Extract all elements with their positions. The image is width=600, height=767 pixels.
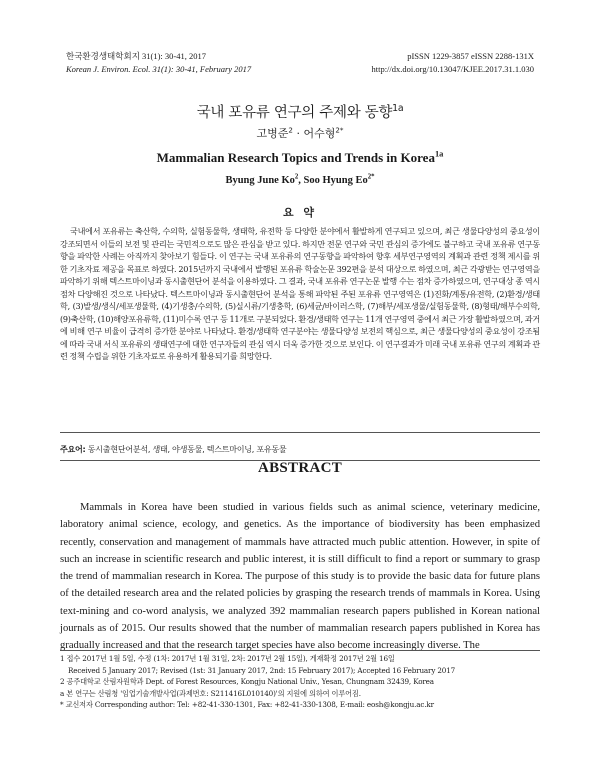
author-separator-en: , (298, 175, 304, 186)
footnotes (60, 653, 540, 711)
author-2-ko-mark: 2* (335, 125, 344, 135)
keywords-label: 주요어: (60, 444, 86, 454)
authors-en (0, 175, 600, 186)
footnote-received-ko: 1 접수 2017년 1월 5일, 수정 (1차: 2017년 1월 31일, 2차: 2017년 2월 15일), 게재확정 2017년 2월 16일 (60, 654, 395, 663)
title-en-footnote-mark: 1a (434, 148, 444, 159)
summary-ko-body: 국내에서 포유류는 축산학, 수의학, 실험동물학, 생태학, 유전학 등 다양한 분야에서 활발하게 연구되고 있으며, 최근 생물다양성의 중요성이 강조되면서 이들의 보전 및 관리는 국민적으로도 많은 관심을 받고 있다. 하지만 전문 연구와 국민 관심의 증가에도 불구하고 국내 포유류 연구동향을 파악한 사례는 아직까지 찾아보기 힘들다. 이 연구는 국내 포유류의 연구동향을 파악하여 향후 세부연구영역의 계획과 관련 정책 제시를 위한 기초자료 제공을 목표로 하였다. 2015년까지 국내에서 발행된 포유류 학술논문 392편을 분석 대상으로 하였으며, 최근 각광받는 연구영역을 파악하기 위해 텍스트마이닝과 동시출현단어 분석을 이용하였다. 그 결과, 국내 포유류 연구논문 발행 수는 점차 증가하였으며, 연구대상 종 역시 점차 다양해진 것으로 나타났다. 텍스트마이닝과 동시출현단어 분석을 통해 파악된 주된 포유류 연구영역은 (1)진화/계통/유전학, (2)환경/생태학, (3)발생/생식/세포생물학, (4)기생충/수의학, (5)실시류/기생충학, (6)세균/바이러스학, (7)해부/세포생물/실험동물학, (8)형태/해부수의학, (9)축산학, (10)해양포유류학, (11)미수록 연구 등 11개로 구분되었다. 환경/생태학 연구는 11개 연구영역 중에서 최근 가장 활발하였으며, 과거에 비해 연구 비율이 급격히 증가한 분야로 나타났다. 환경/생태학 연구분야는 생물다양성 보전의 핵심으로, 최근 생물다양성의 중요성이 강조됨에 따라 국내 서식 포유류의 생태연구에 대한 연구자들의 관심 역시 더욱 증가한 것으로 보인다. 이 연구결과가 미래 국내 포유류 연구의 계획과 관련 정책 수립을 위한 기초자료로 유용하게 활용되기를 희망한다. (60, 226, 540, 362)
author-1-en-mark: 2 (294, 173, 299, 181)
footnote-received-en: Received 5 January 2017; Revised (1st: 31 January 2017, 2nd: 15 February 2017); Accepted 16 February 2017 (68, 665, 456, 675)
footnote-rule (60, 650, 540, 651)
author-1-ko-mark: 2 (288, 125, 293, 135)
summary-heading: 요 약 (282, 206, 318, 219)
journal-name-ko: 한국환경생태학회지 31(1): 30-41, 2017 (66, 51, 207, 61)
abstract-heading: ABSTRACT (257, 460, 343, 476)
author-2-en-mark: 2* (367, 173, 375, 181)
authors-ko (0, 125, 600, 141)
footnote-affiliation: 2 공주대학교 산림자원학과 Dept. of Forest Resources, Kongju National Univ., Yesan, Chungnam 32439, Korea (60, 677, 434, 687)
keywords-top-rule (60, 432, 540, 433)
journal-name-en: Korean J. Environ. Ecol. 31(1): 30-41, February 2017 (66, 64, 252, 74)
title-ko-footnote-mark: 1a (392, 103, 404, 115)
author-2-ko: 어수형 (303, 127, 336, 140)
journal-citation (66, 50, 251, 76)
issn: pISSN 1229-3857 eISSN 2288-131X (407, 51, 534, 61)
author-1-en: Byung June Ko (225, 175, 295, 186)
author-2-en: Soo Hyung Eo (303, 175, 368, 186)
paper-title-en (0, 150, 600, 166)
doi-link[interactable]: http://dx.doi.org/10.13047/KJEE.2017.31.1.030 (371, 64, 534, 74)
paper-title-ko-text: 국내 포유류 연구의 주제와 동향 (196, 105, 393, 121)
author-separator-ko: · (292, 127, 304, 140)
author-1-ko: 고병준 (256, 127, 289, 140)
footnote-corresponding-author: * 교신저자 Corresponding author: Tel: +82-41-330-1301, Fax: +82-41-330-1308, E-mail: eosh@kongju.ac.kr (60, 700, 434, 710)
abstract-en-body: Mammals in Korea have been studied in various fields such as animal science, veterinary medicine, laboratory animal science, ecology, and genetics. As the importance of biodiversity has been emphasized recently, conservation and management of mammals have attracted much public attention. However, in spite of such an increase in scientific research and public interest, it is still difficult to find a report or summary to grasp the trend of mammalian research in Korea. The purpose of this study is to provide the basic data for future plans of the detailed research area and the related policies by grasping the research trends of mammals in Korea. Using text-mining and co-word analysis, we analyzed 392 mammalian research papers published in Korean national journals as of 2015. Our results showed that the number of mammalian research papers published in Korea has gradually increased and that the research target species have also become increasingly diverse. The (60, 502, 540, 652)
journal-identifiers (371, 50, 534, 76)
keywords-list: 동시출현단어분석, 생태, 야생동물, 텍스트마이닝, 포유동물 (85, 444, 287, 454)
keywords (60, 444, 540, 455)
paper-title-ko (0, 101, 600, 122)
paper-title-en-text: Mammalian Research Topics and Trends in Korea (156, 150, 435, 165)
footnote-funding: a 본 연구는 산림청 '임업기술개발사업(과제번호: S211416L010140)'의 지원에 의하여 이루어짐. (60, 688, 361, 698)
